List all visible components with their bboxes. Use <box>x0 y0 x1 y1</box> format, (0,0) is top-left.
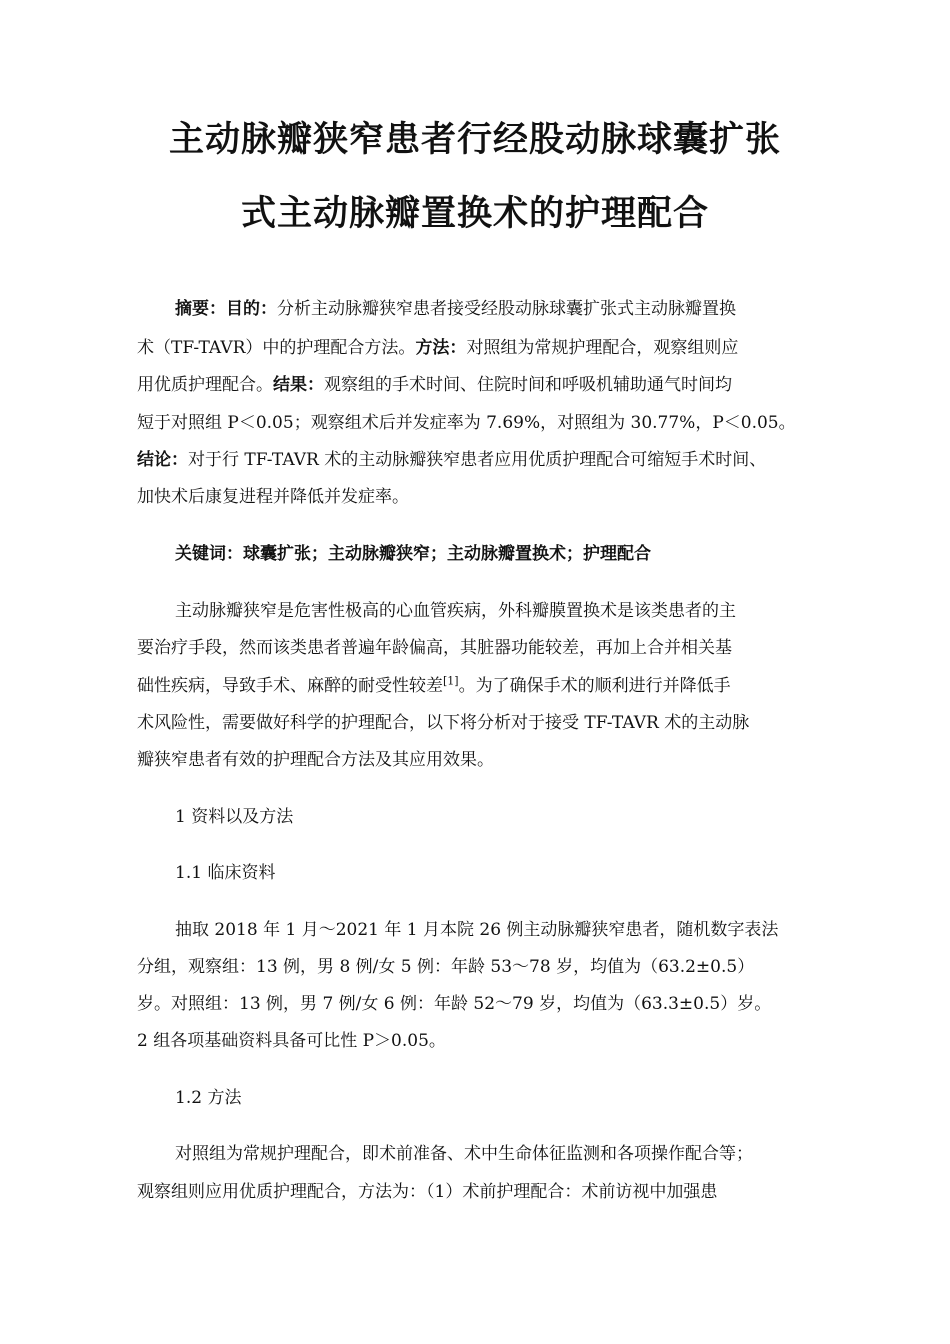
conclusion-text-1: 对于行 TF-TAVR 术的主动脉瓣狭窄患者应用优质护理配合可缩短手术时间、 <box>188 450 767 470</box>
result-label: 结果： <box>273 375 324 395</box>
section-1-2-heading: 1.2 方法 <box>175 1088 242 1108</box>
paper-title-line-1: 主动脉瓣狭窄患者行经股动脉球囊扩张 <box>168 120 781 160</box>
purpose-label: 目的： <box>226 299 277 319</box>
intro-line-3-part-a: 础性疾病，导致手术、麻醉的耐受性较差 <box>137 676 443 696</box>
abstract-line-2 <box>137 337 738 359</box>
intro-line-2: 要治疗手段，然而该类患者普遍年龄偏高，其脏器功能较差，再加上合并相关基 <box>137 638 732 658</box>
keywords: 关键词：球囊扩张；主动脉瓣狭窄；主动脉瓣置换术；护理配合 <box>175 544 651 564</box>
paper-title-line-2: 式主动脉瓣置换术的护理配合 <box>240 194 709 234</box>
abstract-label: 摘要： <box>175 299 226 319</box>
clinical-data-line-1: 抽取 2018 年 1 月～2021 年 1 月本院 26 例主动脉瓣狭窄患者，随机数字表法 <box>175 920 779 940</box>
abstract-line-4 <box>137 412 796 434</box>
result-text-1: 观察组的手术时间、住院时间和呼吸机辅助通气时间均 <box>324 375 732 395</box>
intro-line-4: 术风险性，需要做好科学的护理配合，以下将分析对于接受 TF-TAVR 术的主动脉 <box>137 713 750 733</box>
section-1-1-heading: 1.1 临床资料 <box>175 863 276 883</box>
clinical-data-line-3: 岁。对照组：13 例，男 7 例/女 6 例：年龄 52～79 岁，均值为（63.3±0.5）岁。 <box>137 994 772 1014</box>
method-label: 方法： <box>415 338 467 358</box>
clinical-data-line-4: 2 组各项基础资料具备可比性 P＞0.05。 <box>137 1031 446 1051</box>
method-line-1: 对照组为常规护理配合，即术前准备、术中生命体征监测和各项操作配合等； <box>175 1144 753 1164</box>
clinical-data-line-2: 分组，观察组：13 例，男 8 例/女 5 例：年龄 53～78 岁，均值为（63.2±0.5） <box>137 957 755 977</box>
abstract-line-5 <box>137 449 766 471</box>
abstract-line-3 <box>137 374 732 396</box>
intro-line-3-part-b: 。为了确保手术的顺利进行并降低手 <box>458 676 731 696</box>
section-1-heading: 1 资料以及方法 <box>175 807 294 827</box>
method-line-2: 观察组则应用优质护理配合，方法为：（1）术前护理配合：术前访视中加强患 <box>137 1182 718 1202</box>
abstract-line-6 <box>137 486 409 508</box>
method-text-1: 对照组为常规护理配合，观察组则应 <box>466 338 739 358</box>
citation-ref-1[interactable]: [1] <box>443 674 459 688</box>
purpose-text-2: 术（TF-TAVR）中的护理配合方法。 <box>137 338 416 358</box>
intro-line-5: 瓣狭窄患者有效的护理配合方法及其应用效果。 <box>137 750 494 770</box>
abstract-line-1 <box>175 298 736 320</box>
intro-line-1: 主动脉瓣狭窄是危害性极高的心血管疾病，外科瓣膜置换术是该类患者的主 <box>175 601 736 621</box>
conclusion-text-2: 加快术后康复进程并降低并发症率。 <box>137 487 409 507</box>
intro-line-3 <box>137 675 731 697</box>
result-text-2: 短于对照组 P＜0.05；观察组术后并发症率为 7.69%，对照组为 30.77%，P＜0.05。 <box>137 413 796 433</box>
method-text-2: 用优质护理配合。 <box>137 375 273 395</box>
conclusion-label: 结论： <box>137 450 188 470</box>
purpose-text-1: 分析主动脉瓣狭窄患者接受经股动脉球囊扩张式主动脉瓣置换 <box>277 299 736 319</box>
